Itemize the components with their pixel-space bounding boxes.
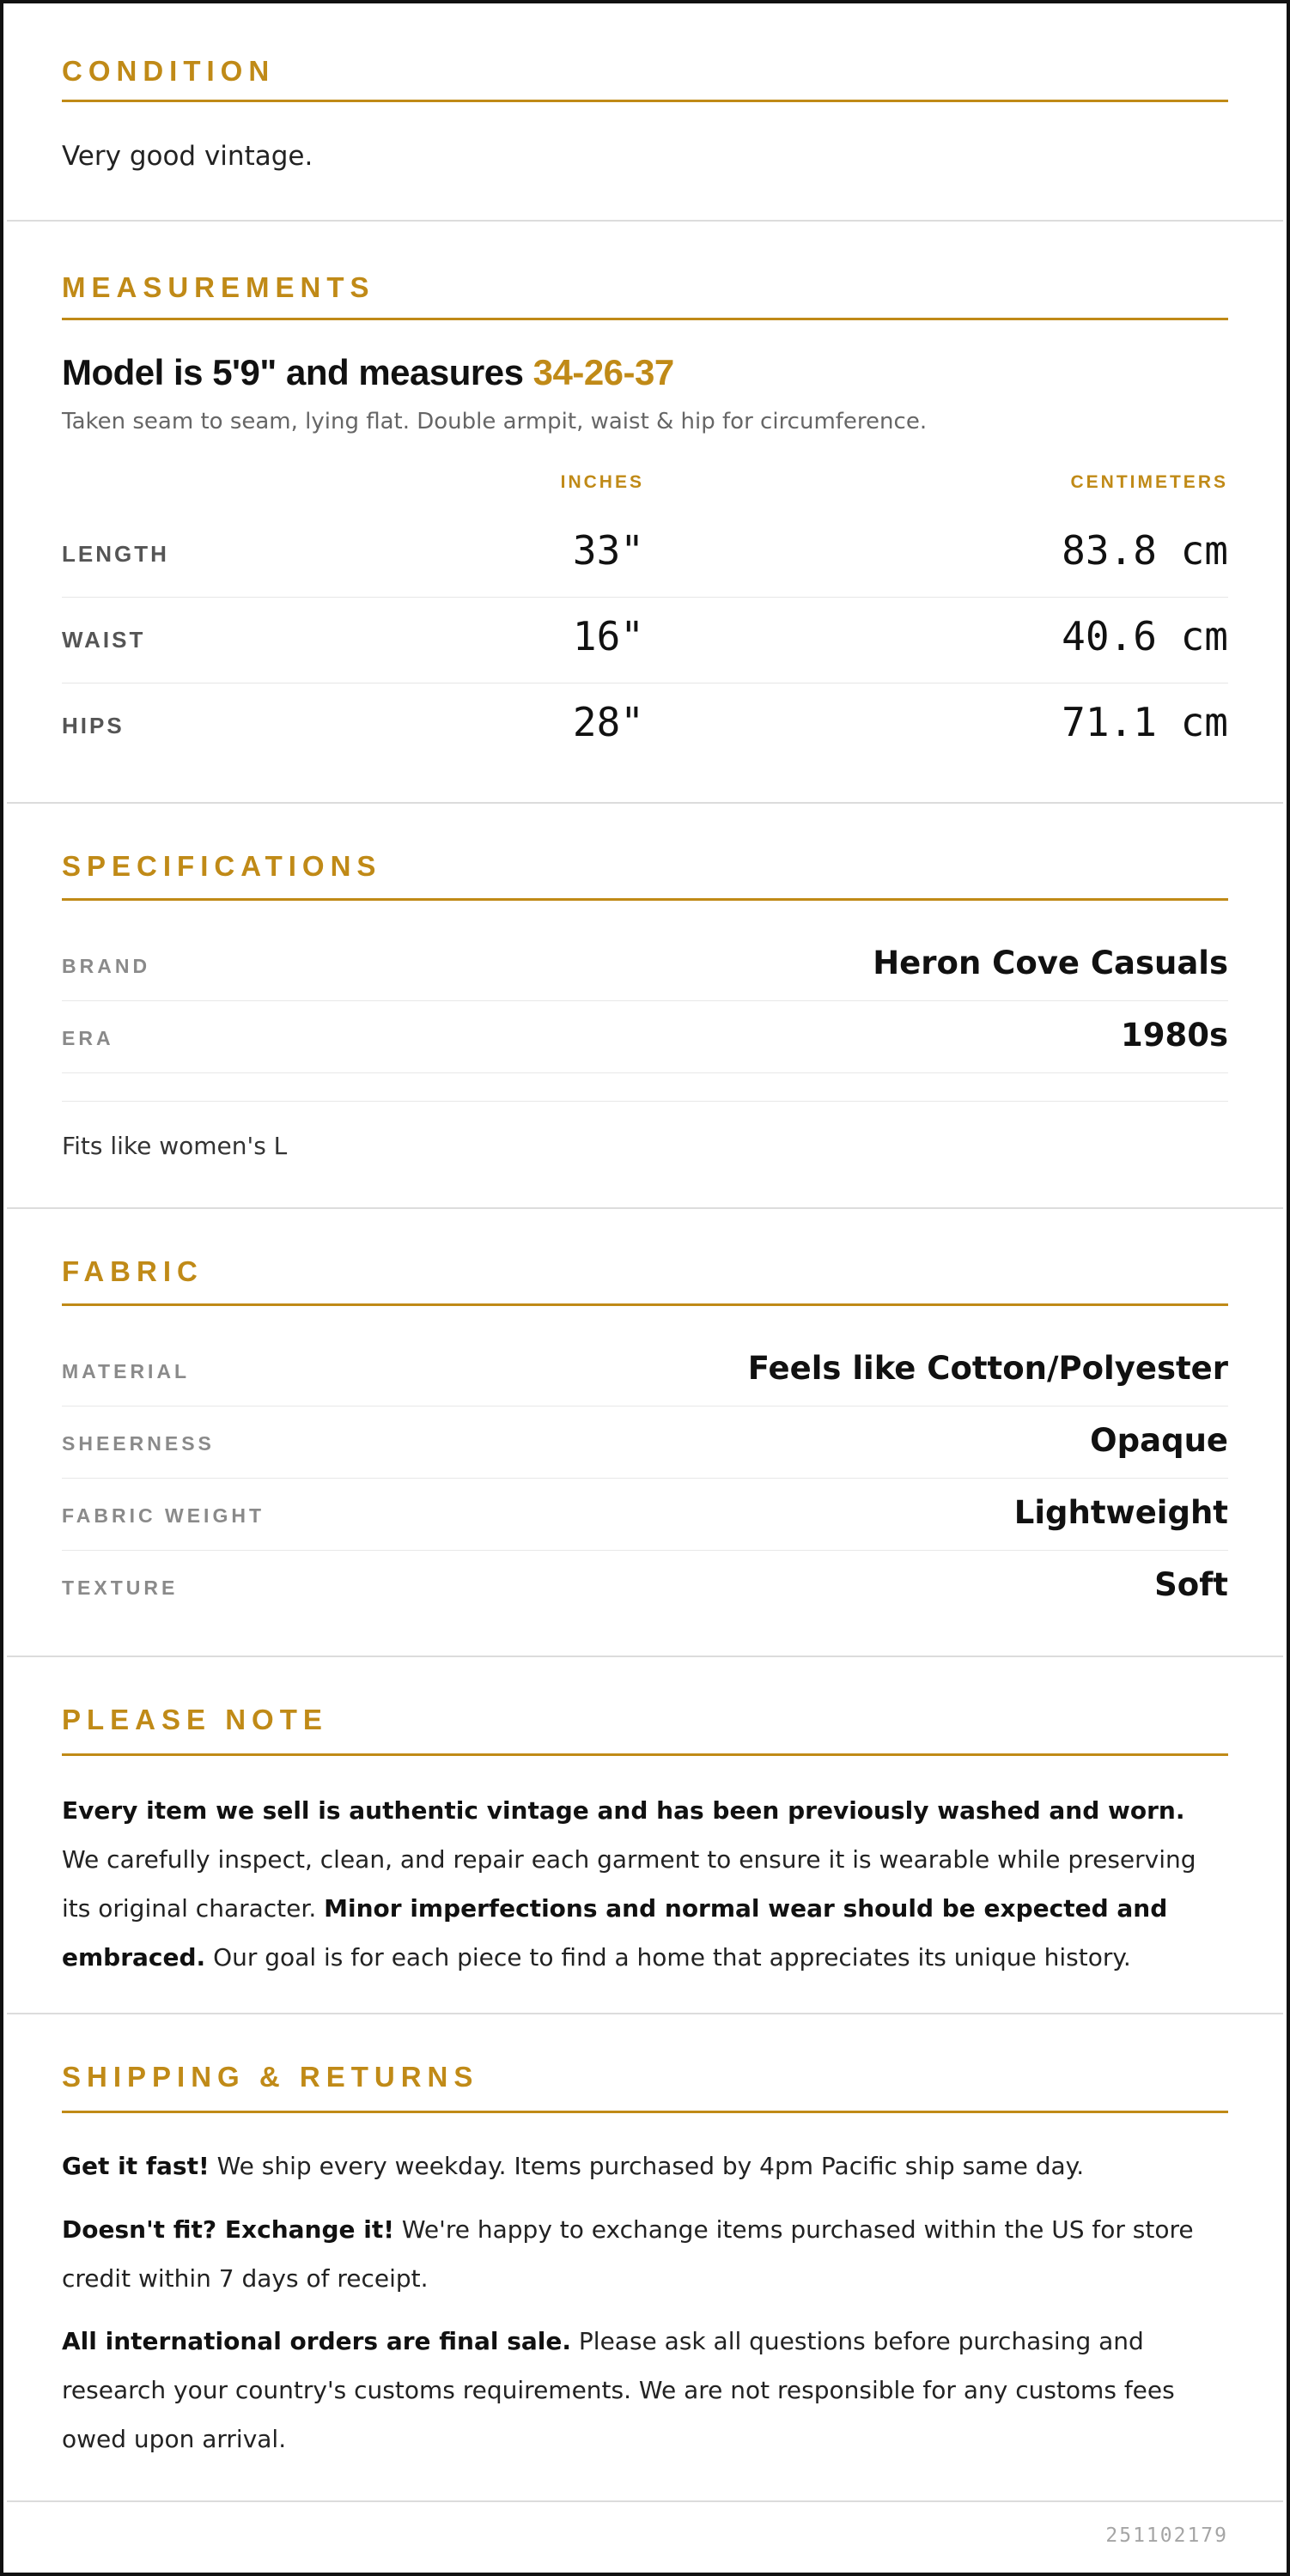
please-note-rule xyxy=(62,1753,1228,1756)
fabric-row-weight xyxy=(62,1479,1228,1551)
measurement-method-note: Taken seam to seam, lying flat. Double armpit, waist & hip for circumference. xyxy=(62,409,928,434)
spec-value: Heron Cove Casuals xyxy=(873,945,1228,981)
specifications-rule xyxy=(62,898,1228,901)
model-prefix: Model is 5'9" and measures xyxy=(62,352,533,392)
shipping-fast-text: We ship every weekday. Items purchased by 4pm Pacific ship same day. xyxy=(209,2152,1085,2180)
inches-column-header: INCHES xyxy=(560,472,644,492)
spec-divider xyxy=(62,1101,1228,1102)
model-measures-value: 34-26-37 xyxy=(532,352,674,392)
please-note-bold-2: Minor imperfections and normal wear should be expected and embraced. xyxy=(62,1894,1168,1971)
fabric-value: Feels like Cotton/Polyester xyxy=(747,1350,1228,1387)
fabric-row-material xyxy=(62,1334,1228,1406)
fabric-label: TEXTURE xyxy=(62,1577,179,1599)
condition-rule xyxy=(62,100,1228,102)
shipping-fast-bold: Get it fast! xyxy=(62,2152,210,2180)
shipping-international-bold: All international orders are final sale. xyxy=(62,2327,572,2355)
spec-row-brand xyxy=(62,929,1228,1001)
shipping-exchange-text: We're happy to exchange items purchased within the US for store credit within 7 days of receipt. xyxy=(62,2215,1194,2293)
specifications-heading: SPECIFICATIONS xyxy=(62,850,382,882)
fabric-value: Lightweight xyxy=(1013,1494,1228,1531)
fabric-row-texture xyxy=(62,1551,1228,1623)
please-note-text-2: Our goal is for each piece to find a home that appreciates its unique history. xyxy=(205,1943,1131,1971)
please-note-section xyxy=(7,1657,1283,2014)
shipping-exchange-bold: Doesn't fit? Exchange it! xyxy=(62,2215,394,2244)
measurement-row-hips xyxy=(62,683,1228,769)
measurement-inches: 28" xyxy=(572,699,644,745)
measurements-rule xyxy=(62,318,1228,320)
spec-label: BRAND xyxy=(62,955,151,977)
measurement-inches: 16" xyxy=(572,613,644,659)
fabric-section xyxy=(7,1209,1283,1657)
model-measures-line xyxy=(62,352,674,393)
measurements-heading: MEASUREMENTS xyxy=(62,271,375,303)
please-note-text-1: We carefully inspect, clean, and repair each garment to ensure it is wearable while preserving its original character. xyxy=(62,1845,1196,1923)
item-id: 251102179 xyxy=(1105,2524,1228,2547)
measurement-inches: 33" xyxy=(572,527,644,574)
condition-text: Very good vintage. xyxy=(62,141,313,172)
shipping-paragraph-fast xyxy=(62,2142,1228,2190)
measurements-section xyxy=(7,222,1283,804)
measurement-centimeters: 83.8 cm xyxy=(1062,527,1228,574)
shipping-international-text: Please ask all questions before purchasing and research your country's customs requirements. We are not responsible for any customs fees owed upon arrival. xyxy=(62,2327,1175,2453)
measurement-label: WAIST xyxy=(62,627,146,653)
measurement-row-length xyxy=(62,512,1228,598)
spec-row-era xyxy=(62,1001,1228,1073)
fit-note: Fits like women's L xyxy=(62,1132,288,1160)
measurement-label: LENGTH xyxy=(62,541,169,567)
fabric-label: MATERIAL xyxy=(62,1360,191,1382)
please-note-heading: PLEASE NOTE xyxy=(62,1704,328,1735)
fabric-rule xyxy=(62,1303,1228,1306)
centimeters-column-header: CENTIMETERS xyxy=(1070,472,1228,492)
specifications-section xyxy=(7,804,1283,1209)
fabric-label: FABRIC WEIGHT xyxy=(62,1504,265,1527)
shipping-returns-section xyxy=(7,2014,1283,2502)
fabric-value: Opaque xyxy=(1090,1422,1228,1459)
condition-section xyxy=(7,3,1283,222)
shipping-paragraph-exchange xyxy=(62,2205,1228,2303)
shipping-heading: SHIPPING & RETURNS xyxy=(62,2061,479,2093)
fabric-label: SHEERNESS xyxy=(62,1432,215,1455)
please-note-paragraph xyxy=(62,1786,1228,1982)
spec-value: 1980s xyxy=(1120,1017,1228,1054)
condition-heading: CONDITION xyxy=(62,55,276,87)
shipping-rule xyxy=(62,2111,1228,2113)
fabric-heading: FABRIC xyxy=(62,1255,204,1287)
measurement-centimeters: 40.6 cm xyxy=(1062,613,1228,659)
fabric-value: Soft xyxy=(1154,1566,1228,1603)
measurement-row-waist xyxy=(62,598,1228,683)
measurement-label: HIPS xyxy=(62,713,125,738)
measurement-centimeters: 71.1 cm xyxy=(1062,699,1228,745)
fabric-row-sheerness xyxy=(62,1406,1228,1479)
shipping-paragraph-international xyxy=(62,2317,1228,2464)
spec-label: ERA xyxy=(62,1027,114,1049)
please-note-bold-1: Every item we sell is authentic vintage and has been previously washed and worn. xyxy=(62,1796,1185,1825)
